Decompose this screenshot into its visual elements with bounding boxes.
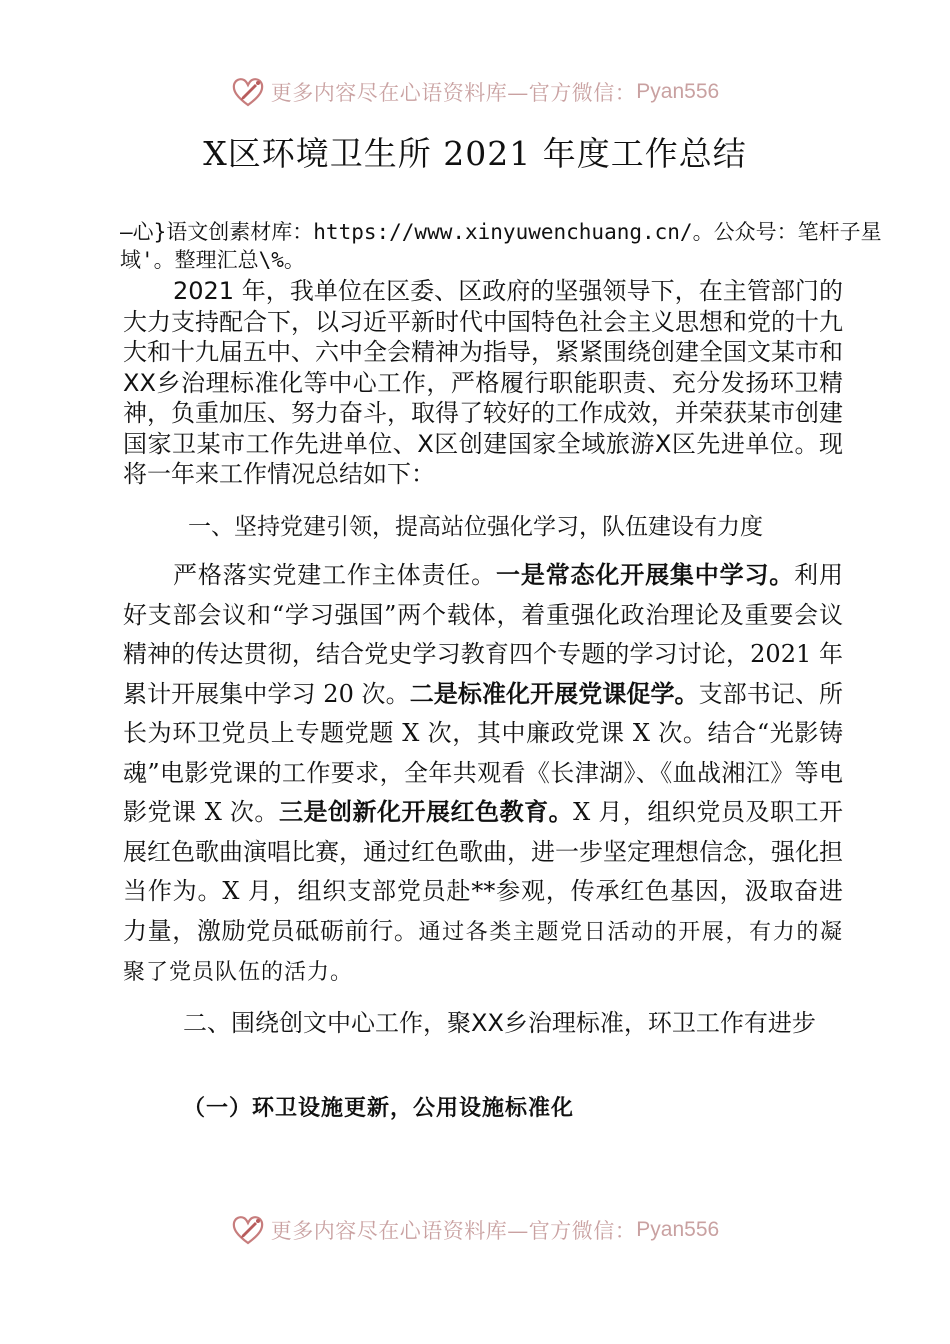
watermark-banner-bottom — [0, 1210, 950, 1250]
section-1-bold-2: 二是标准化开展党课促学。 — [409, 679, 699, 708]
watermark-wechat-id: Pyan556 — [636, 80, 720, 103]
watermark-wechat-id: Pyan556 — [636, 1218, 720, 1241]
section-2-heading: 二、围绕创文中心工作，聚XX乡治理标准，环卫工作有进步 — [183, 1009, 816, 1037]
section-1-bold-1: 一是常态化开展集中学习。 — [496, 561, 795, 589]
heart-pen-logo-icon — [231, 75, 265, 109]
heart-pen-logo-icon — [231, 1213, 265, 1247]
section-1-text-e: 通过各类主题党日活动的开展，有力的凝聚了党员队伍的活力。 — [123, 919, 843, 985]
section-2-subheading: （一）环卫设施更新，公用设施标准化 — [183, 1095, 575, 1121]
section-1-text-b: 利用好支部会议和“学习强国”两个载体，着重强化政治理论及重要会议精神的传达贯彻，结合党史学习教育四个专题的学习讨论，2021 年累计开展集中学习 20 次。 — [123, 561, 844, 708]
intro-paragraph: 2021 年，我单位在区委、区政府的坚强领导下，在主管部门的大力支持配合下，以习近平新时代中国特色社会主义思想和党的十九大和十九届五中、六中全会精神为指导，紧紧围绕创建全国文某市和XX乡治理标准化等中心工作，严格履行职能职责、充分发扬环卫精神，负重加压、努力奋斗，取得了较好的工作成效，并荣获某市创建国家卫某市工作先进单位、X区创建国家全域旅游X区先进单位。现将一年来工作情况总结如下： — [123, 277, 843, 488]
section-1-text-a: 严格落实党建工作主体责任。 — [173, 561, 496, 589]
source-line: —心}语文创素材库：https://www.xinyuwenchuang.cn/。公众号：笔杆子星域'。整理汇总\%。 — [120, 220, 882, 272]
section-1-bold-3: 三是创新化开展红色教育。 — [278, 798, 574, 826]
document-title: X区环境卫生所 2021 年度工作总结 — [203, 134, 747, 173]
section-1-heading: 一、坚持党建引领，提高站位强化学习，队伍建设有力度 — [188, 514, 763, 540]
section-1-text-d: X 月，组织党员及职工开展红色歌曲演唱比赛，通过红色歌曲，进一步坚定理想信念，强化担当作为。X 月，组织支部党员赴**参观，传承红色基因，汲取奋进力量，激励党员砥砺前行。 — [123, 798, 844, 945]
watermark-text: 更多内容尽在心语资料库—官方微信： — [270, 1219, 637, 1243]
watermark-banner-top — [0, 72, 950, 112]
section-1-paragraph — [123, 556, 843, 993]
watermark-text: 更多内容尽在心语资料库—官方微信： — [270, 81, 637, 105]
section-1-text-c: 支部书记、所长为环卫党员上专题党题 X 次，其中廉政党课 X 次。结合“光影铸魂”电影党课的工作要求，全年共观看《长津湖》、《血战湘江》等电影党课 X 次。 — [123, 679, 844, 826]
